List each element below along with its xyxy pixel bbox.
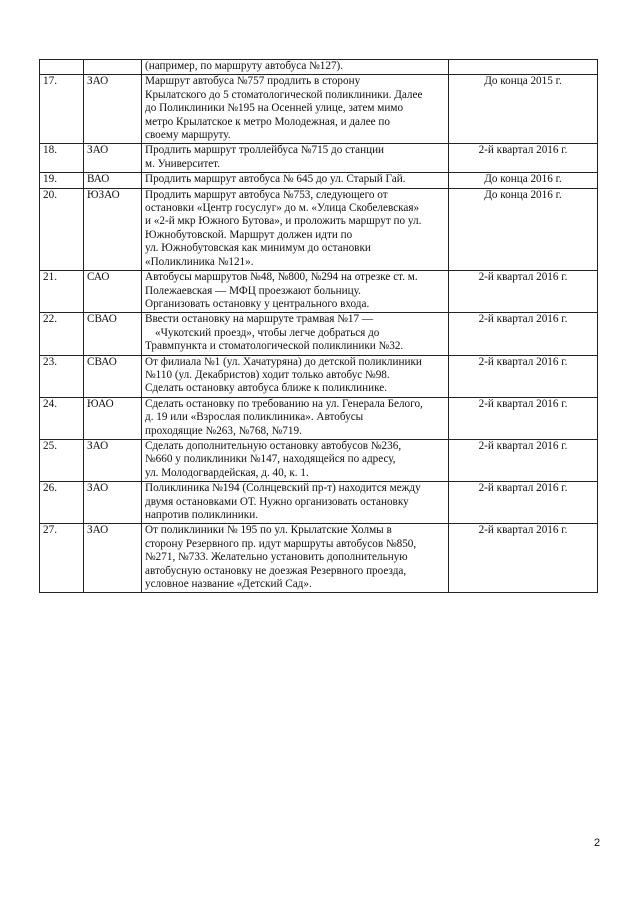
district-cell: ЮЗАО bbox=[84, 188, 142, 270]
row-number-cell bbox=[40, 60, 84, 75]
proposal-text-line: Продлить маршрут автобуса № 645 до ул. Старый Гай. bbox=[145, 173, 406, 186]
proposal-cell bbox=[142, 271, 449, 313]
deadline-cell: 2-й квартал 2016 г. bbox=[449, 524, 598, 593]
district-cell: ЗАО bbox=[84, 75, 142, 144]
proposal-text-line: сторону Резервного пр. идут маршруты автобусов №850, bbox=[145, 537, 417, 550]
proposal-cell bbox=[142, 188, 449, 270]
proposal-cell bbox=[142, 355, 449, 397]
table-row bbox=[40, 144, 598, 173]
proposal-text-line: Сделать остановку по требованию на ул. Генерала Белого, bbox=[145, 397, 423, 410]
deadline-cell: 2-й квартал 2016 г. bbox=[449, 313, 598, 355]
proposal-text-line: до Поликлиники №195 на Осенней улице, затем мимо bbox=[145, 102, 404, 115]
proposal-text-line: напротив поликлиники. bbox=[145, 509, 258, 521]
deadline-cell: 2-й квартал 2016 г. bbox=[449, 355, 598, 397]
proposal-cell bbox=[142, 144, 449, 173]
proposal-cell bbox=[142, 313, 449, 355]
row-number-cell: 26. bbox=[40, 482, 84, 524]
deadline-cell: 2-й квартал 2016 г. bbox=[449, 271, 598, 313]
deadline-cell: 2-й квартал 2016 г. bbox=[449, 482, 598, 524]
proposal-text-line: «Поликлиника №121». bbox=[145, 255, 254, 268]
proposal-cell bbox=[142, 397, 449, 439]
table-row bbox=[40, 397, 598, 439]
table-row bbox=[40, 439, 598, 481]
district-cell: ЗАО bbox=[84, 482, 142, 524]
proposal-text-line: ул. Южнобутовская как минимум до остановки bbox=[145, 242, 371, 255]
table-row bbox=[40, 313, 598, 355]
table-row bbox=[40, 75, 598, 144]
proposal-text-line: проходящие №263, №768, №719. bbox=[145, 424, 302, 437]
table-row bbox=[40, 482, 598, 524]
proposal-text-line: «Чукотский проезд», чтобы легче добраться до bbox=[155, 326, 380, 339]
proposal-cell bbox=[142, 524, 449, 593]
table-row bbox=[40, 355, 598, 397]
proposal-text-line: Продлить маршрут троллейбуса №715 до станции bbox=[145, 144, 385, 157]
table-row bbox=[40, 524, 598, 593]
proposal-text-line: Продлить маршрут автобуса №753, следующего от bbox=[145, 188, 388, 201]
proposal-text-line: Полежаевская — МФЦ проезжают больницу. bbox=[145, 284, 361, 297]
row-number-cell: 24. bbox=[40, 397, 84, 439]
proposal-text-line: От филиала №1 (ул. Хачатуряна) до детской поликлиники bbox=[145, 355, 422, 368]
deadline-cell bbox=[449, 60, 598, 75]
proposal-text-line: условное название «Детский Сад». bbox=[145, 578, 312, 591]
district-cell: СВАО bbox=[84, 313, 142, 355]
proposal-text-line: Автобусы маршрутов №48, №800, №294 на отрезке ст. м. bbox=[145, 271, 418, 284]
proposal-text-line: двумя остановками ОТ. Нужно организовать остановку bbox=[145, 495, 409, 508]
proposal-text-line: №660 у поликлиники №147, находящейся по адресу, bbox=[145, 453, 396, 466]
proposal-text-line: От поликлиники № 195 по ул. Крылатские Холмы в bbox=[145, 524, 392, 537]
document-table bbox=[39, 59, 598, 593]
proposal-text-line: и «2-й мкр Южного Бутова», и проложить маршрут по ул. bbox=[145, 215, 422, 228]
deadline-cell: До конца 2016 г. bbox=[449, 173, 598, 188]
proposal-text-line: метро Крылатское к метро Молодежная, и далее по bbox=[145, 115, 391, 128]
proposal-text-line: Маршрут автобуса №757 продлить в сторону bbox=[145, 75, 361, 88]
proposal-cell bbox=[142, 439, 449, 481]
proposal-text-line: Южнобутовской. Маршрут должен идти по bbox=[145, 228, 353, 241]
proposal-text-line: ул. Молодогвардейская, д. 40, к. 1. bbox=[145, 466, 309, 479]
proposal-cell bbox=[142, 75, 449, 144]
row-number-cell: 20. bbox=[40, 188, 84, 270]
deadline-cell: 2-й квартал 2016 г. bbox=[449, 144, 598, 173]
district-cell: ЗАО bbox=[84, 524, 142, 593]
district-cell: СВАО bbox=[84, 355, 142, 397]
district-cell: ЗАО bbox=[84, 439, 142, 481]
district-cell bbox=[84, 60, 142, 75]
table-row bbox=[40, 60, 598, 75]
proposal-text-line: Крылатского до 5 стоматологической поликлиники. Далее bbox=[145, 88, 423, 101]
row-number-cell: 19. bbox=[40, 173, 84, 188]
district-cell: ВАО bbox=[84, 173, 142, 188]
deadline-cell: 2-й квартал 2016 г. bbox=[449, 397, 598, 439]
table-row bbox=[40, 173, 598, 188]
proposal-text-line: Ввести остановку на маршруте трамвая №17 — bbox=[145, 313, 374, 326]
row-number-cell: 25. bbox=[40, 439, 84, 481]
district-cell: САО bbox=[84, 271, 142, 313]
proposal-text-line: Сделать остановку автобуса ближе к поликлинике. bbox=[145, 382, 388, 395]
proposal-text-line: Организовать остановку у центрального входа. bbox=[145, 297, 370, 310]
proposal-text-line: автобусную остановку не доезжая Резервного проезда, bbox=[145, 564, 407, 577]
deadline-cell: До конца 2015 г. bbox=[449, 75, 598, 144]
table-row bbox=[40, 188, 598, 270]
proposal-cell bbox=[142, 482, 449, 524]
district-cell: ЮАО bbox=[84, 397, 142, 439]
proposal-cell bbox=[142, 173, 449, 188]
proposal-text-line: Травмпункта и стоматологической поликлиники №32. bbox=[145, 340, 404, 353]
proposal-text-line: остановки «Центр госуслуг» до м. «Улица Скобелевская» bbox=[145, 202, 420, 215]
row-number-cell: 23. bbox=[40, 355, 84, 397]
proposal-text-line: своему маршруту. bbox=[145, 129, 231, 142]
proposal-text-line: №110 (ул. Декабристов) ходит только автобус №98. bbox=[145, 368, 390, 381]
proposal-text-line: м. Университет. bbox=[145, 157, 221, 170]
table-row bbox=[40, 271, 598, 313]
page-number: 2 bbox=[594, 837, 601, 849]
proposal-text-line: (например, по маршруту автобуса №127). bbox=[145, 60, 344, 72]
row-number-cell: 18. bbox=[40, 144, 84, 173]
table-body bbox=[40, 60, 598, 593]
proposal-text-line: Сделать дополнительную остановку автобусов №236, bbox=[145, 439, 402, 452]
row-number-cell: 17. bbox=[40, 75, 84, 144]
row-number-cell: 22. bbox=[40, 313, 84, 355]
proposal-cell bbox=[142, 60, 449, 75]
row-number-cell: 27. bbox=[40, 524, 84, 593]
proposal-text-line: Поликлиника №194 (Солнцевский пр-т) находится между bbox=[145, 482, 421, 495]
proposal-text-line: д. 19 или «Взрослая поликлиника». Автобусы bbox=[145, 411, 364, 424]
row-number-cell: 21. bbox=[40, 271, 84, 313]
district-cell: ЗАО bbox=[84, 144, 142, 173]
proposal-text-line: №271, №733. Желательно установить дополнительную bbox=[145, 551, 408, 564]
deadline-cell: До конца 2016 г. bbox=[449, 188, 598, 270]
deadline-cell: 2-й квартал 2016 г. bbox=[449, 439, 598, 481]
